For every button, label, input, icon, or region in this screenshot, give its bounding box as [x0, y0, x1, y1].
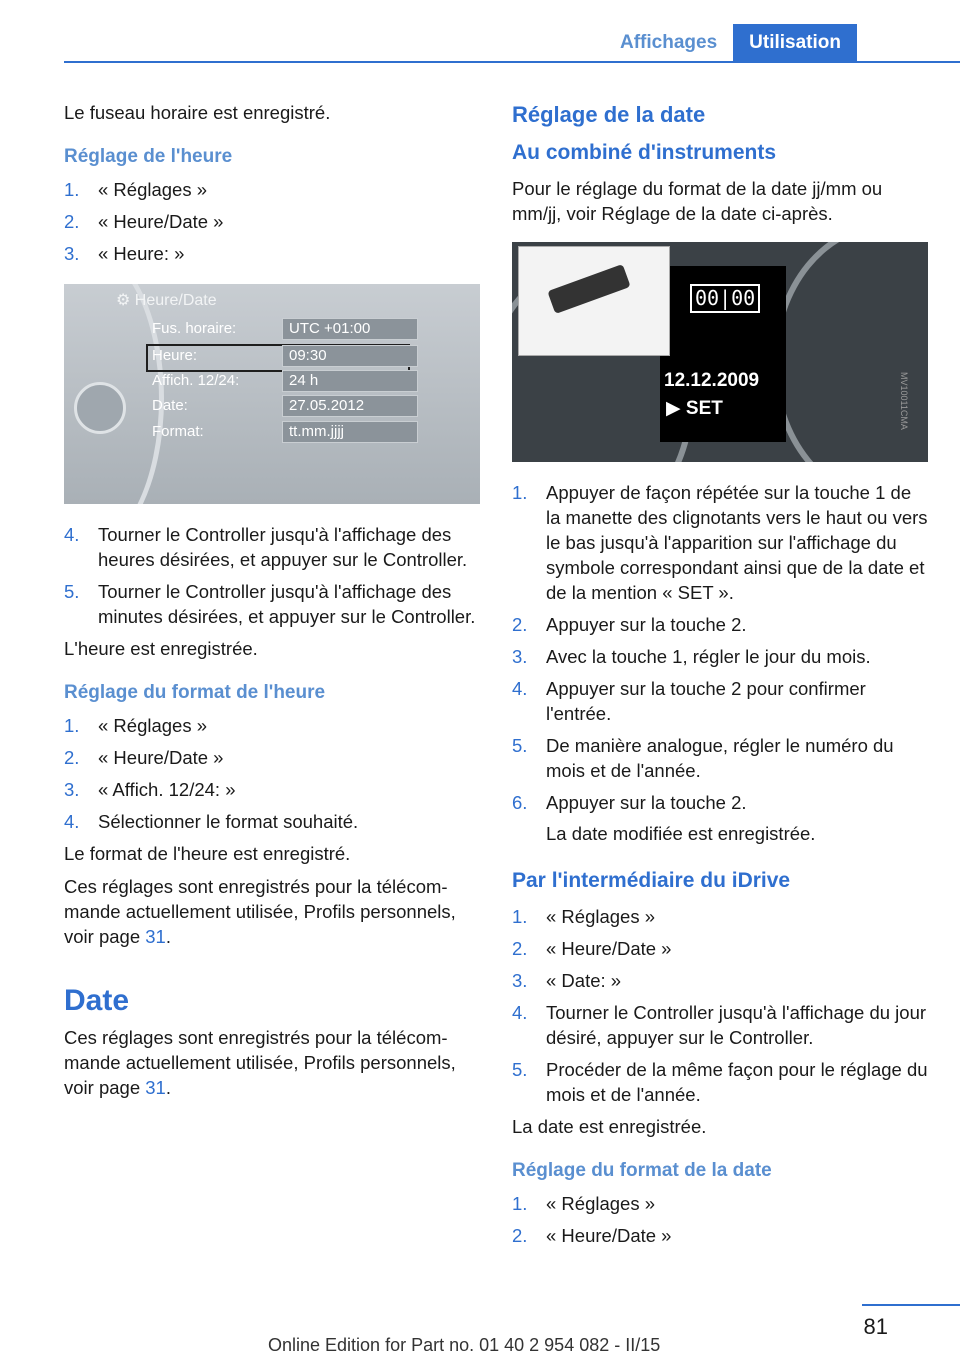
list-item: 3. « Date: »	[512, 970, 622, 991]
header-section-tab: Affichages	[620, 32, 718, 53]
list-item: 2. « Heure/Date »	[64, 211, 224, 232]
turn-signal-stalk-inset	[518, 246, 670, 356]
list-item: 2. « Heure/Date »	[512, 1225, 672, 1246]
controller-icon	[74, 382, 126, 434]
list-item: 5. Procéder de la même façon pour le réglage du mois et de l'année.	[512, 1059, 928, 1105]
idrive-screen-figure	[64, 284, 480, 504]
format-saved-text: Le format de l'heure est enregistré.	[64, 843, 351, 864]
idrive-saved-text: La date est enregistrée.	[512, 1116, 707, 1137]
menu-row: Fus. horaire: UTC +01:00	[152, 318, 472, 340]
left-column	[64, 100, 480, 1108]
date-format-symbol: 00|00	[690, 284, 760, 313]
stalk-icon	[547, 264, 630, 314]
idrive-steps-list	[512, 904, 928, 1107]
timezone-saved-text: Le fuseau horaire est enregistré.	[64, 102, 331, 123]
cluster-heading: Au combiné d'instruments	[512, 141, 777, 164]
figure-code: MV10011CMA	[899, 372, 909, 430]
cluster-steps-list	[512, 480, 928, 815]
list-item: 3. Avec la touche 1, régler le jour du mois.	[512, 646, 871, 667]
list-item: 3. « Affich. 12/24: »	[64, 779, 236, 800]
instrument-cluster-figure	[512, 242, 928, 462]
format-steps-list	[64, 713, 480, 834]
cluster-date: 12.12.2009	[664, 370, 760, 391]
cluster-intro: Pour le réglage du format de la date jj/mm ou mm/jj, voir Réglage de la date ci-après.	[512, 178, 883, 224]
time-steps-list-2	[64, 522, 480, 629]
cluster-set-label: ▶ SET	[666, 398, 723, 419]
profile-note: Ces réglages sont enregistrés pour la télécommande actuellement utilisée, Profils personnels, voir page 31.	[64, 876, 456, 947]
list-item: 1. « Réglages »	[64, 715, 208, 736]
menu-row: Format: tt.mm.jjjj	[152, 421, 472, 443]
list-item: 3. « Heure: »	[64, 243, 185, 264]
list-item: 5. Tourner le Controller jusqu'à l'affichage des minutes désirées, et appuyer sur le Controller.	[64, 581, 476, 627]
page-number: 81	[863, 1314, 888, 1339]
list-item: 2. « Heure/Date »	[512, 938, 672, 959]
page-number-rule	[862, 1304, 960, 1306]
menu-row: Heure: 09:30	[152, 345, 472, 367]
list-item: 1. « Réglages »	[512, 906, 656, 927]
date-format-steps-list	[512, 1191, 928, 1248]
list-item: 2. « Heure/Date »	[64, 747, 224, 768]
idrive-heading: Par l'intermédiaire du iDrive	[512, 869, 791, 892]
menu-row: Date: 27.05.2012	[152, 395, 472, 417]
screen-title: ⚙ Heure/Date	[116, 292, 217, 309]
date-setting-heading: Réglage de la date	[512, 102, 706, 127]
edition-footer: Online Edition for Part no. 01 40 2 954 082 - II/15	[268, 1335, 661, 1355]
page-link[interactable]: 31	[145, 1077, 166, 1098]
list-item: 1. « Réglages »	[64, 179, 208, 200]
menu-row: Affich. 12/24: 24 h	[152, 370, 472, 392]
page-link[interactable]: 31	[145, 926, 166, 947]
header-rule	[64, 61, 960, 63]
date-section-heading: Date	[64, 984, 130, 1017]
cluster-saved-text: La date modifiée est enregistrée.	[546, 823, 816, 844]
time-steps-list	[64, 177, 480, 266]
date-format-heading: Réglage du format de la date	[512, 1160, 772, 1181]
list-item: 1. « Réglages »	[512, 1193, 656, 1214]
profile-note-2: Ces réglages sont enregistrés pour la télécommande actuellement utilisée, Profils personnels, voir page 31.	[64, 1027, 456, 1098]
time-heading: Réglage de l'heure	[64, 146, 233, 167]
list-item: 4. Sélectionner le format souhaité.	[64, 811, 359, 832]
right-column	[512, 100, 928, 1255]
time-format-heading: Réglage du format de l'heure	[64, 682, 326, 703]
header-chapter-tab: Utilisation	[733, 24, 857, 62]
list-item: 2. Appuyer sur la touche 2.	[512, 614, 747, 635]
list-item: 1. Appuyer de façon répétée sur la touche 1 de la manette des clignotants vers le haut ou vers le bas jusqu'à l'apparition sur l'affichage du symbole correspondant ainsi que de la date et de la mention « SET ».	[512, 482, 928, 603]
list-item: 4. Tourner le Controller jusqu'à l'affichage des heures désirées, et appuyer sur le Controller.	[64, 524, 468, 570]
list-item: 4. Appuyer sur la touche 2 pour confirmer l'entrée.	[512, 678, 866, 724]
list-item: 5. De manière analogue, régler le numéro du mois et de l'année.	[512, 735, 894, 781]
list-item: 6. Appuyer sur la touche 2.	[512, 792, 747, 813]
time-saved-text: L'heure est enregistrée.	[64, 638, 258, 659]
running-header	[604, 24, 857, 62]
list-item: 4. Tourner le Controller jusqu'à l'affichage du jour désiré, appuyer sur le Controller.	[512, 1002, 927, 1048]
